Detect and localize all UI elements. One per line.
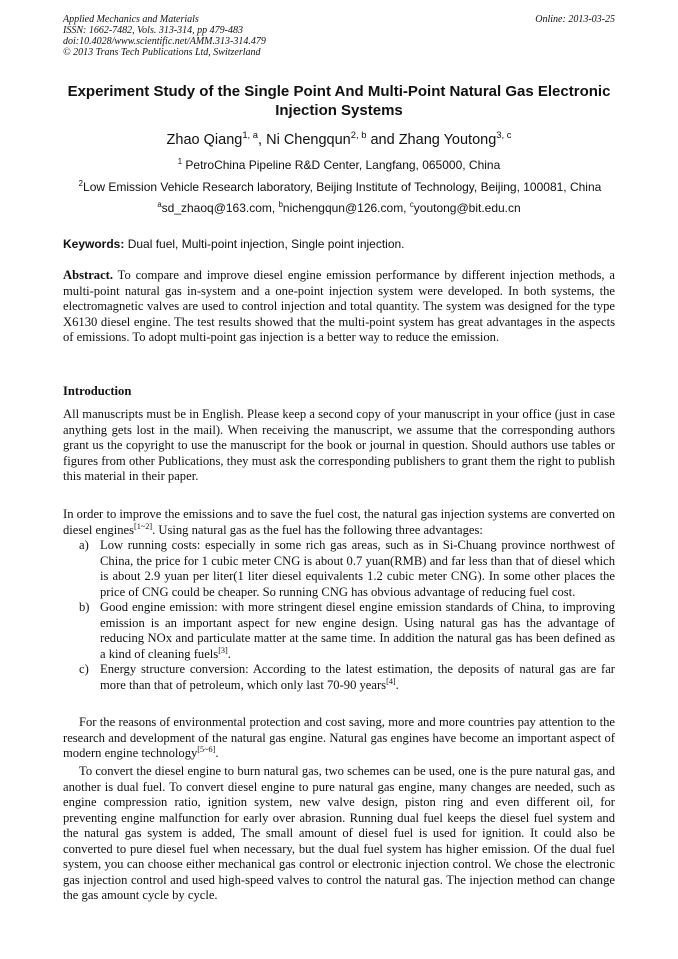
intro-paragraph-2 bbox=[63, 507, 615, 538]
abstract-label: Abstract. bbox=[63, 268, 114, 282]
email-c-sup: c bbox=[409, 200, 414, 209]
advantages-list bbox=[63, 538, 615, 693]
intro-paragraph-1: All manuscripts must be in English. Please keep a second copy of your manuscript in your office (just in case anything gets lost in the mail). When receiving the manuscript, we assume that the corresponding authors grant us the copyright to use the manuscript for the book or journal in question. Should authors use tables or figures from other Publications, they must ask the corresponding publishers to grant them the right to publish this material in their paper. bbox=[63, 407, 615, 483]
abstract-text: To compare and improve diesel engine emission performance by different injection methods, a multi-point natural gas in-system and a one-point injection system were developed. In both systems, the electromagnetic valves are used to control injection and total quantity. The system was designed for the type X6130 diesel engine. The test results showed that the multi-point system has great advantages in the aspects of emissions. To adopt multi-point gas injection is a better way to reduce the emission. bbox=[63, 268, 615, 344]
list-item-text: Low running costs: especially in some rich gas areas, such as in Si-Chuang province northwest of China, the price for 1 cubic meter CNG is about 0.7 yuan(RMB) and far less than that of diesel which is about 2.9 yuan per liter(1 liter diesel equivalents 1.2 cubic meter CNG). In some other places the price of CNG could be cheaper. So running CNG has obvious advantage of reducing fuel cost. bbox=[100, 538, 615, 599]
section-heading: Introduction bbox=[63, 384, 132, 398]
list-item bbox=[63, 600, 615, 662]
keywords bbox=[63, 237, 615, 252]
paper-title: Experiment Study of the Single Point And Multi-Point Natural Gas Electronic Injection Systems bbox=[67, 83, 611, 119]
list-marker: c) bbox=[79, 662, 89, 676]
intro-paragraph-4: To convert the diesel engine to burn natural gas, two schemes can be used, one is the pure natural gas, and another is dual fuel. To convert diesel engine to pure natural gas engine, many changes are needed, such as engine compression ratio, ignition system, new valve design, piston ring and even different oil, for preventing engine malfunction for early over abrasion. Running dual fuel keeps the diesel fuel system and the natural gas system is added, The small amount of diesel fuel is used for ignition. It could also be converted to pure diesel fuel when necessary, but the dual fuel system has higher emission. Of the dual fuel system, you can choose either mechanical gas control or electronic injection control. We chose the electronic gas injection control and used high-speed valves to control the natural gas. The injection method can change the gas amount cycle by cycle. bbox=[63, 764, 615, 902]
copyright-line: © 2013 Trans Tech Publications Ltd, Switzerland bbox=[63, 47, 261, 58]
keywords-label: Keywords: bbox=[63, 237, 125, 251]
list-item-tail: . bbox=[395, 677, 399, 692]
doi-line: doi:10.4028/www.scientific.net/AMM.313-314.479 bbox=[63, 36, 266, 47]
author-2: Ni Chengqun bbox=[266, 132, 351, 148]
affiliation-1-sup: 1 bbox=[177, 157, 183, 166]
author-3-sup: 3, c bbox=[496, 129, 512, 141]
issn-line: ISSN: 1662-7482, Vols. 313-314, pp 479-483 bbox=[63, 25, 243, 36]
journal-header bbox=[63, 14, 615, 58]
list-item bbox=[63, 538, 615, 600]
author-1-sup: 1, a bbox=[242, 129, 259, 141]
author-sep: and bbox=[366, 132, 399, 148]
email-b-sup: b bbox=[278, 200, 283, 209]
journal-name: Applied Mechanics and Materials bbox=[63, 14, 199, 25]
list-item-text: Energy structure conversion: According to the latest estimation, the deposits of natural gas are far more than that of petroleum, which only last 70-90 years bbox=[100, 662, 615, 692]
intro-paragraph-2-tail: . Using natural gas as the fuel has the following three advantages: bbox=[152, 522, 483, 537]
affiliation-2-sup: 2 bbox=[78, 179, 84, 188]
intro-paragraph-2-text: In order to improve the emissions and to save the fuel cost, the natural gas injection systems are converted on diesel engines bbox=[63, 507, 615, 537]
author-3: Zhang Youtong bbox=[398, 132, 497, 148]
intro-paragraph-3-tail: . bbox=[215, 746, 219, 760]
intro-paragraph-3-text: For the reasons of environmental protection and cost saving, more and more countries pay attention to the research and development of the natural gas engine. Natural gas engines have become an important aspect of modern engine technology bbox=[63, 715, 615, 760]
citation: [1~2] bbox=[134, 521, 153, 531]
author-2-sup: 2, b bbox=[350, 129, 367, 141]
email-c: youtong@bit.edu.cn bbox=[413, 201, 521, 215]
citation: [4] bbox=[386, 676, 396, 686]
affiliation-1-text: PetroChina Pipeline R&D Center, Langfang, 065000, China bbox=[182, 158, 501, 172]
email-b: nichengqun@126.com, bbox=[282, 201, 410, 215]
abstract bbox=[63, 268, 615, 346]
author-1: Zhao Qiang bbox=[166, 132, 243, 148]
citation: [5~6] bbox=[197, 744, 216, 754]
list-item bbox=[63, 662, 615, 693]
list-marker: a) bbox=[79, 538, 89, 552]
keywords-text: Dual fuel, Multi-point injection, Single point injection. bbox=[124, 237, 405, 251]
list-marker: b) bbox=[79, 600, 90, 614]
intro-paragraph-3 bbox=[63, 715, 615, 762]
list-item-text: Good engine emission: with more stringent diesel engine emission standards of China, to improving emission is an important aspect for new engine design. Using natural gas has the advantage of reducing NOx and particulate matter at the same time. In addition the natural gas has been defined as a kind of cleaning fuels bbox=[100, 600, 615, 661]
affiliation-1 bbox=[63, 158, 615, 173]
citation: [3] bbox=[218, 645, 228, 655]
affiliation-2-text: Low Emission Vehicle Research laboratory, Beijing Institute of Technology, Beijing, 100081, China bbox=[83, 180, 602, 194]
online-date: Online: 2013-03-25 bbox=[535, 14, 615, 25]
author-sep: , bbox=[258, 132, 267, 148]
list-item-tail: . bbox=[227, 646, 231, 661]
author-list bbox=[63, 131, 615, 149]
author-emails bbox=[63, 201, 615, 216]
affiliation-2 bbox=[60, 180, 620, 195]
email-a-sup: a bbox=[157, 200, 162, 209]
email-a: sd_zhaoq@163.com, bbox=[161, 201, 279, 215]
